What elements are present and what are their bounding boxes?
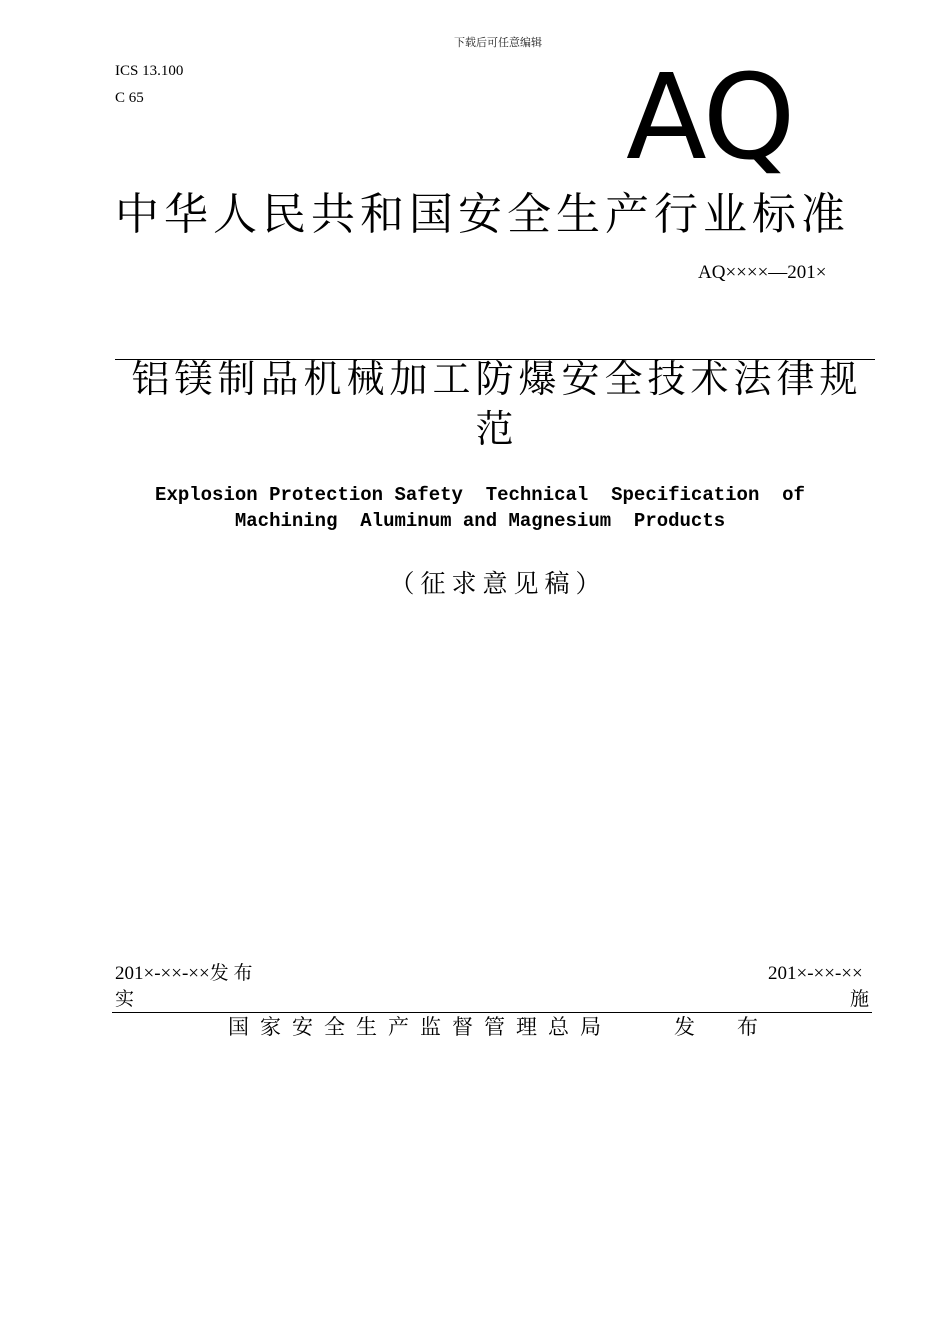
document-title: 铝镁制品机械加工防爆安全技术法律规范 xyxy=(131,357,863,451)
issue-word: 发布 xyxy=(674,1015,800,1039)
publish-date-tail: 实 xyxy=(115,989,135,1010)
standard-title: 中华人民共和国安全生产行业标准 xyxy=(115,189,850,240)
aq-logo: AQ xyxy=(626,48,794,186)
english-title: Explosion Protection Safety Technical Specification of Machining Aluminum and Magnesium Products xyxy=(155,484,805,532)
implement-date: 201×-××-×× xyxy=(768,963,863,984)
ics-code: ICS 13.100 xyxy=(115,63,184,79)
standard-number: AQ××××—201× xyxy=(698,262,827,283)
ccs-code: C 65 xyxy=(115,90,144,106)
draft-status: （征求意见稿） xyxy=(389,569,607,598)
issuer: 国家安全生产监督管理总局 xyxy=(228,1015,612,1039)
implement-date-tail: 施 xyxy=(850,989,870,1010)
publish-date: 201×-××-××发 布 xyxy=(115,963,253,984)
header-note: 下载后可任意编辑 xyxy=(454,37,542,49)
